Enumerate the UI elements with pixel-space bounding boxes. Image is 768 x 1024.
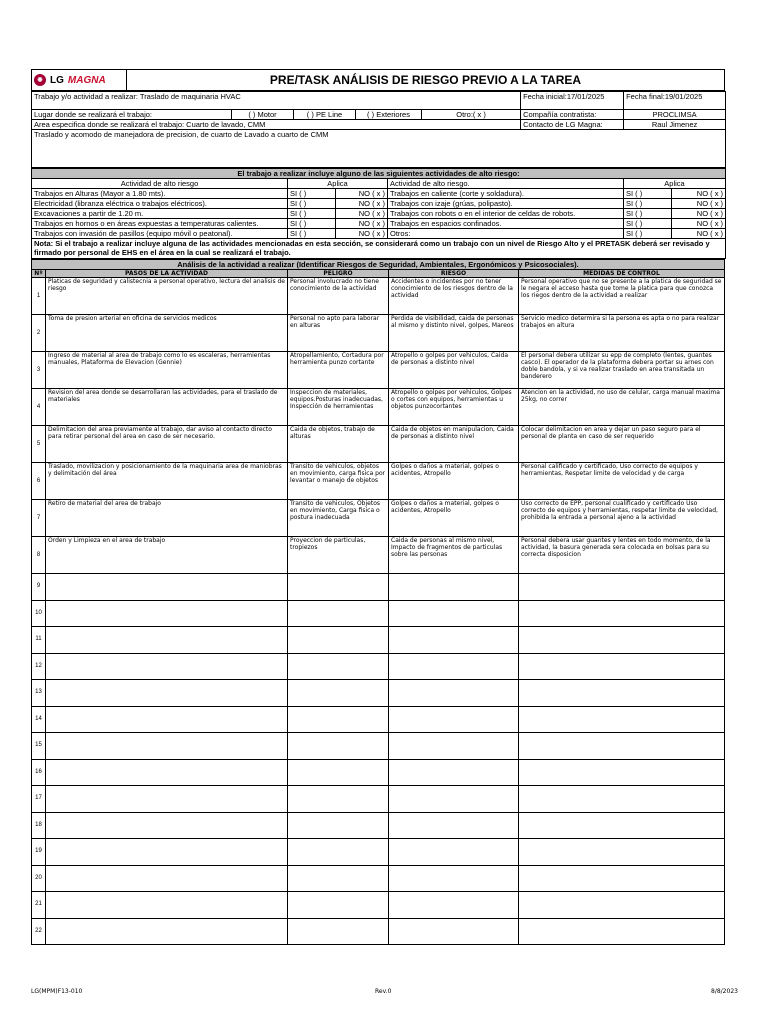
row-number: 2 xyxy=(32,315,46,352)
lg-logo-icon: ◉ xyxy=(34,74,46,86)
peligro-cell[interactable]: Transito de vehiculos, Objetos en movimiento, Carga fisica o postura inadecuada xyxy=(288,500,389,537)
row-number: 10 xyxy=(32,600,46,627)
col-medidas: MEDIDAS DE CONTROL xyxy=(519,270,725,278)
medidas-cell[interactable] xyxy=(519,600,725,627)
logo-lg-text: LG xyxy=(50,74,64,86)
row-number: 20 xyxy=(32,865,46,892)
alto-riesgo-row xyxy=(32,229,726,239)
trabajo-field[interactable]: Trabajo y/o actividad a realizar: Traslado de maquinaria HVAC xyxy=(32,92,521,110)
actividad-cell: Trabajos en hornos o en áreas expuestas a temperaturas calientes. xyxy=(32,219,288,229)
row-number: 11 xyxy=(32,627,46,654)
riesgo-cell[interactable] xyxy=(389,600,519,627)
row-number: 8 xyxy=(32,537,46,574)
pasos-cell[interactable] xyxy=(46,627,288,654)
pasos-cell[interactable] xyxy=(46,653,288,680)
lugar-label: Lugar donde se realizará el trabajo: xyxy=(32,110,232,120)
medidas-cell[interactable]: Personal debera usar guantes y lentes en todo momento, de la actividad, la basura generada sera colocada en bolsas para su correcta disposicion xyxy=(519,537,725,574)
si-checkbox-2[interactable]: SI ( ) xyxy=(624,189,672,199)
pasos-cell[interactable]: Orden y Limpieza en el area de trabajo xyxy=(46,537,288,574)
analisis-row xyxy=(32,352,725,389)
motor-option[interactable]: ( ) Motor xyxy=(232,110,294,120)
medidas-cell[interactable] xyxy=(519,733,725,760)
actividad-cell-2: Otros: xyxy=(388,229,624,239)
riesgo-cell[interactable] xyxy=(389,759,519,786)
riesgo-cell[interactable]: Golpes o daños a material, golpes o acidentes, Atropello xyxy=(389,463,519,500)
no-checkbox-2[interactable]: NO ( x ) xyxy=(672,189,726,199)
medidas-cell[interactable]: El personal debera utilizar su epp de completo (lentes, guantes casco). El operador de la plataforma debera portar su arnes con doble bandola, y si va realizar traslado en area transitada un banderero xyxy=(519,352,725,389)
logo-magna-text: MAGNA xyxy=(67,74,106,86)
descripcion-field[interactable]: Traslado y acomodo de manejadora de precision, de cuarto de Lavado a cuarto de CMM xyxy=(32,130,726,168)
riesgo-cell[interactable]: Atropello o golpes por vehiculos, Golpes o cortes con equipos, herramientas u objetos punzocortantes xyxy=(389,389,519,426)
peligro-cell[interactable]: Transito de vehiculos, objetos en movimiento, carga fisica por levantar o manejo de objetos xyxy=(288,463,389,500)
peligro-cell[interactable] xyxy=(288,653,389,680)
pretask-form xyxy=(31,69,725,945)
pasos-cell[interactable]: Delimitacion del area previamente al trabajo, dar aviso al contacto directo para retirar personal del area en caso de ser necesario. xyxy=(46,426,288,463)
peligro-cell[interactable] xyxy=(288,839,389,866)
analisis-row xyxy=(32,918,725,945)
analisis-table xyxy=(31,259,725,945)
peligro-cell[interactable] xyxy=(288,918,389,945)
analisis-row xyxy=(32,426,725,463)
pasos-cell[interactable]: Platicas de seguridad y calistecnia a personal operativo, lectura del analisis de riesgo xyxy=(46,278,288,315)
peligro-cell[interactable]: Personal involucrado no tiene conocimiento de la actividad xyxy=(288,278,389,315)
row-number: 15 xyxy=(32,733,46,760)
medidas-cell[interactable] xyxy=(519,653,725,680)
peligro-cell[interactable]: Caida de objetos, trabajo de alturas xyxy=(288,426,389,463)
row-number: 19 xyxy=(32,839,46,866)
riesgo-cell[interactable] xyxy=(389,839,519,866)
row-number: 22 xyxy=(32,918,46,945)
medidas-cell[interactable]: Uso correcto de EPP, personal cualificado y certificado Uso correcto de equipos y herramientas, respetar limite de velocidad, prohibida la entrada a personal ajeno a la actividad xyxy=(519,500,725,537)
analisis-heading: Análisis de la actividad a realizar (Identificar Riesgos de Seguridad, Ambientales, Ergonómicos y Psicosociales). xyxy=(32,260,725,270)
si-checkbox[interactable]: SI ( ) xyxy=(288,189,336,199)
analisis-row xyxy=(32,680,725,707)
row-number: 12 xyxy=(32,653,46,680)
pasos-cell[interactable] xyxy=(46,574,288,601)
no-checkbox-2[interactable]: NO ( x ) xyxy=(672,229,726,239)
pasos-cell[interactable] xyxy=(46,706,288,733)
analisis-row xyxy=(32,733,725,760)
actividad-cell-2: Trabajos en caliente (corte y soldadura). xyxy=(388,189,624,199)
peligro-cell[interactable]: Inspeccion de materiales, equipos.Posturas inadecuadas, Inspección de herramientas xyxy=(288,389,389,426)
actividad-cell: Trabajos en Alturas (Mayor a 1.80 mts). xyxy=(32,189,288,199)
medidas-cell[interactable] xyxy=(519,574,725,601)
actividad-cell: Trabajos con invasión de pasillos (equipo móvil o peatonal). xyxy=(32,229,288,239)
riesgo-cell[interactable]: Perdida de visibilidad, caida de personas al mismo y distinto nivel, golpes, Mareos xyxy=(389,315,519,352)
contacto-label: Contacto de LG Magna: xyxy=(521,120,624,130)
riesgo-cell[interactable] xyxy=(389,680,519,707)
actividad-cell: Electricidad (libranza eléctrica o trabajos eléctricos). xyxy=(32,199,288,209)
area-field[interactable]: Area especifica donde se realizará el trabajo: Cuarto de lavado, CMM xyxy=(32,120,521,130)
actividad-cell-2: Trabajos con robots o en el interior de celdas de robots. xyxy=(388,209,624,219)
si-checkbox-2[interactable]: SI ( ) xyxy=(624,209,672,219)
peligro-cell[interactable] xyxy=(288,892,389,919)
fecha-final[interactable]: Fecha final:19/01/2025 xyxy=(624,92,726,110)
header-table xyxy=(31,69,725,91)
medidas-cell[interactable]: Servicio medico determira si la persona es apta o no para realizar trabajos en altura xyxy=(519,315,725,352)
riesgo-cell[interactable] xyxy=(389,865,519,892)
analisis-row xyxy=(32,389,725,426)
alto-riesgo-row xyxy=(32,189,726,199)
peligro-cell[interactable] xyxy=(288,574,389,601)
medidas-cell[interactable] xyxy=(519,892,725,919)
page-title: PRE/TASK ANÁLISIS DE RIESGO PREVIO A LA TAREA xyxy=(127,70,725,91)
row-number: 3 xyxy=(32,352,46,389)
otro-option[interactable]: Otro:( x ) xyxy=(422,110,521,120)
col-riesgo: RIESGO xyxy=(389,270,519,278)
logo xyxy=(32,70,127,91)
no-checkbox-2[interactable]: NO ( x ) xyxy=(672,199,726,209)
alto-riesgo-row xyxy=(32,219,726,229)
contacto-value[interactable]: Raul Jimenez xyxy=(624,120,726,130)
medidas-cell[interactable]: Colocar delimitacion en area y dejar un paso seguro para el personal de planta en caso de ser requerido xyxy=(519,426,725,463)
row-number: 1 xyxy=(32,278,46,315)
compania-label: Compañía contratista: xyxy=(521,110,624,120)
riesgo-cell[interactable] xyxy=(389,627,519,654)
peligro-cell[interactable] xyxy=(288,600,389,627)
medidas-cell[interactable] xyxy=(519,918,725,945)
peligro-cell[interactable] xyxy=(288,786,389,813)
col-pasos: PASOS DE LA ACTIVIDAD xyxy=(46,270,288,278)
pasos-cell[interactable]: Toma de presion arterial en oficina de servicios medicos xyxy=(46,315,288,352)
form-date: 8/8/2023 xyxy=(711,988,738,995)
row-number: 16 xyxy=(32,759,46,786)
compania-value[interactable]: PROCLIMSA xyxy=(624,110,726,120)
medidas-cell[interactable]: Personal calificado y certificado, Uso correcto de equipos y herramientas, Respetar limite de velocidad y de carga xyxy=(519,463,725,500)
nota: Nota: Si el trabajo a realizar incluye alguna de las actividades mencionadas en esta sección, se considerará como un trabajo con un nivel de Riesgo Alto y el PRETASK deberá ser revisado y firmado por personal de EHS en el área en la cual se realizará el trabajo. xyxy=(32,239,726,259)
pasos-cell[interactable] xyxy=(46,680,288,707)
row-number: 4 xyxy=(32,389,46,426)
pasos-cell[interactable] xyxy=(46,600,288,627)
pasos-cell[interactable] xyxy=(46,839,288,866)
pasos-cell[interactable]: Revision del area donde se desarrollaran las actividades, para el traslado de materiales xyxy=(46,389,288,426)
alto-riesgo-row xyxy=(32,199,726,209)
peligro-cell[interactable] xyxy=(288,706,389,733)
row-number: 14 xyxy=(32,706,46,733)
analisis-row xyxy=(32,839,725,866)
row-number: 13 xyxy=(32,680,46,707)
medidas-cell[interactable] xyxy=(519,706,725,733)
pasos-cell[interactable] xyxy=(46,918,288,945)
analisis-row xyxy=(32,786,725,813)
peligro-cell[interactable] xyxy=(288,680,389,707)
analisis-row xyxy=(32,653,725,680)
riesgo-cell[interactable] xyxy=(389,918,519,945)
analisis-row xyxy=(32,574,725,601)
pasos-cell[interactable]: Retiro de material del area de trabajo xyxy=(46,500,288,537)
no-checkbox[interactable]: NO ( x ) xyxy=(336,209,388,219)
peligro-cell[interactable] xyxy=(288,812,389,839)
analisis-row xyxy=(32,892,725,919)
analisis-row xyxy=(32,278,725,315)
exteriores-option[interactable]: ( ) Exteriores xyxy=(356,110,422,120)
si-checkbox[interactable]: SI ( ) xyxy=(288,219,336,229)
si-checkbox-2[interactable]: SI ( ) xyxy=(624,199,672,209)
peligro-cell[interactable] xyxy=(288,865,389,892)
alto-riesgo-table xyxy=(31,168,726,259)
medidas-cell[interactable] xyxy=(519,812,725,839)
riesgo-cell[interactable] xyxy=(389,786,519,813)
col-actividad: Actividad de alto riesgo xyxy=(32,179,288,189)
row-number: 7 xyxy=(32,500,46,537)
si-checkbox-2[interactable]: SI ( ) xyxy=(624,229,672,239)
info-table xyxy=(31,91,726,168)
medidas-cell[interactable]: Personal operativo que no se presente a la platica de seguridad se le negara el acceso hasta que tome la platica para que conozca los riegos dentro de la actividad a realizar xyxy=(519,278,725,315)
no-checkbox[interactable]: NO ( x ) xyxy=(336,199,388,209)
analisis-row xyxy=(32,627,725,654)
analisis-row xyxy=(32,537,725,574)
peligro-cell[interactable]: Proyeccion de particulas, tropiezos xyxy=(288,537,389,574)
riesgo-cell[interactable] xyxy=(389,812,519,839)
no-checkbox[interactable]: NO ( x ) xyxy=(336,229,388,239)
pasos-cell[interactable] xyxy=(46,892,288,919)
analisis-row xyxy=(32,600,725,627)
peligro-cell[interactable]: Personal no apto para laborar en alturas xyxy=(288,315,389,352)
riesgo-cell[interactable]: Atropello o golpes por vehiculos, Caida de personas a distinto nivel xyxy=(389,352,519,389)
riesgo-cell[interactable] xyxy=(389,653,519,680)
pasos-cell[interactable] xyxy=(46,786,288,813)
riesgo-cell[interactable]: Caida de objetos en manipulacion, Caida de personas a distinto nivel xyxy=(389,426,519,463)
riesgo-cell[interactable] xyxy=(389,733,519,760)
medidas-cell[interactable] xyxy=(519,839,725,866)
analisis-row xyxy=(32,759,725,786)
revision: Rev.0 xyxy=(375,988,392,995)
pasos-cell[interactable] xyxy=(46,759,288,786)
medidas-cell[interactable] xyxy=(519,627,725,654)
row-number: 9 xyxy=(32,574,46,601)
si-checkbox-2[interactable]: SI ( ) xyxy=(624,219,672,229)
riesgo-cell[interactable]: Golpes o daños a material, golpes o acidentes, Atropello xyxy=(389,500,519,537)
si-checkbox[interactable]: SI ( ) xyxy=(288,209,336,219)
row-number: 5 xyxy=(32,426,46,463)
fecha-inicial[interactable]: Fecha inicial:17/01/2025 xyxy=(521,92,624,110)
medidas-cell[interactable] xyxy=(519,759,725,786)
si-checkbox[interactable]: SI ( ) xyxy=(288,199,336,209)
row-number: 21 xyxy=(32,892,46,919)
analisis-row xyxy=(32,315,725,352)
riesgo-cell[interactable] xyxy=(389,706,519,733)
row-number: 17 xyxy=(32,786,46,813)
no-checkbox-2[interactable]: NO ( x ) xyxy=(672,209,726,219)
row-number: 18 xyxy=(32,812,46,839)
analisis-row xyxy=(32,865,725,892)
no-checkbox-2[interactable]: NO ( x ) xyxy=(672,219,726,229)
pasos-cell[interactable]: Traslado, movilizacion y posicionamiento de la maquinaria area de maniobras y delimitación del área xyxy=(46,463,288,500)
medidas-cell[interactable] xyxy=(519,865,725,892)
col-num: Nº xyxy=(32,270,46,278)
analisis-row xyxy=(32,463,725,500)
no-checkbox[interactable]: NO ( x ) xyxy=(336,189,388,199)
form-code: LG(MPM)F13-010 xyxy=(31,988,83,995)
col-actividad-2: Actividad de alto riesgo. xyxy=(388,179,624,189)
pasos-cell[interactable] xyxy=(46,812,288,839)
pasos-cell[interactable]: Ingreso de material al area de trabajo como lo es escaleras, herramientas manuales, Plataforma de Elevacion (Gennie) xyxy=(46,352,288,389)
medidas-cell[interactable] xyxy=(519,680,725,707)
analisis-row xyxy=(32,812,725,839)
analisis-row xyxy=(32,706,725,733)
peligro-cell[interactable] xyxy=(288,627,389,654)
si-checkbox[interactable]: SI ( ) xyxy=(288,229,336,239)
riesgo-cell[interactable]: Accidentes o incidentes por no tener conocimiento de los riesgos dentro de la actividad xyxy=(389,278,519,315)
riesgo-cell[interactable] xyxy=(389,892,519,919)
peline-option[interactable]: ( ) PE Line xyxy=(294,110,356,120)
riesgo-cell[interactable]: Caida de personas al mismo nivel, Impacto de fragmentos de particulas sobre las personas xyxy=(389,537,519,574)
row-number: 6 xyxy=(32,463,46,500)
col-aplica-2: Aplica xyxy=(624,179,726,189)
actividad-cell-2: Trabajos con izaje (grúas, polipasto). xyxy=(388,199,624,209)
pasos-cell[interactable] xyxy=(46,865,288,892)
actividad-cell-2: Trabajos en espacios confinados. xyxy=(388,219,624,229)
peligro-cell[interactable] xyxy=(288,733,389,760)
medidas-cell[interactable] xyxy=(519,786,725,813)
analisis-row xyxy=(32,500,725,537)
peligro-cell[interactable]: Atropellamiento, Cortadura por herramienta punzo cortante xyxy=(288,352,389,389)
peligro-cell[interactable] xyxy=(288,759,389,786)
actividad-cell: Excavaciones a partir de 1.20 m. xyxy=(32,209,288,219)
no-checkbox[interactable]: NO ( x ) xyxy=(336,219,388,229)
pasos-cell[interactable] xyxy=(46,733,288,760)
medidas-cell[interactable]: Atencion en la actividad, no uso de celular, carga manual maxima 25kg, no correr xyxy=(519,389,725,426)
alto-riesgo-heading: El trabajo a realizar incluye alguno de las siguientes actividades de alto riesgo: xyxy=(32,169,726,179)
alto-riesgo-row xyxy=(32,209,726,219)
col-aplica: Aplica xyxy=(288,179,388,189)
riesgo-cell[interactable] xyxy=(389,574,519,601)
col-peligro: PELIGRO xyxy=(288,270,389,278)
